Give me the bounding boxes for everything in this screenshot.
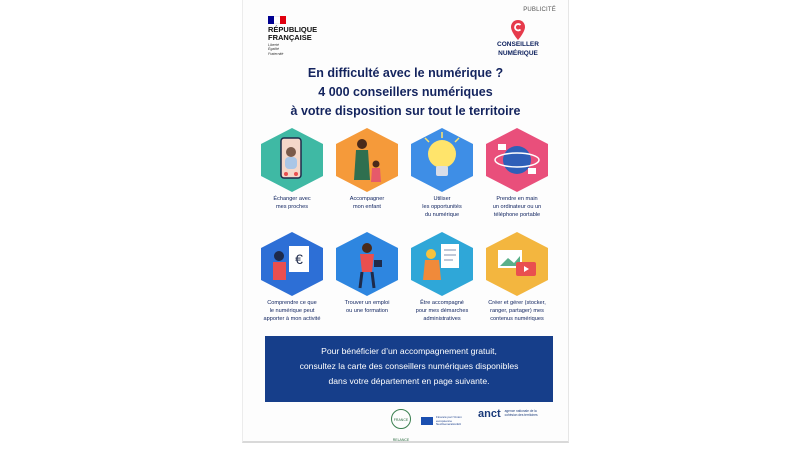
flyer-page xyxy=(242,0,569,443)
service-caption: Trouver un emploi ou une formation xyxy=(344,300,390,315)
service-caption: Accompagner mon enfant xyxy=(349,196,385,211)
logo-line-2: NUMÉRIQUE xyxy=(498,49,538,57)
admin-forms-icon xyxy=(411,232,473,296)
french-flag-icon xyxy=(268,16,286,24)
eu-funding-logo xyxy=(421,416,474,427)
service-caption: Prendre en main un ordinateur ou un téléphone portable xyxy=(492,196,542,219)
conseiller-numerique-logo xyxy=(493,20,543,57)
banner-line-3: dans votre département en page suivante. xyxy=(328,376,490,386)
service-caption: Comprendre ce que le numérique peut apporter à mon activité xyxy=(263,300,321,323)
service-caption: Échanger avec mes proches xyxy=(273,196,311,211)
service-card xyxy=(255,128,329,211)
eu-funding-text: Financé par l’Union européenne NextGenerationEU xyxy=(436,415,462,427)
globe-devices-icon xyxy=(486,128,548,192)
service-card xyxy=(405,232,479,324)
headline-line-3: à votre disposition sur tout le territoire xyxy=(290,104,521,118)
service-card xyxy=(330,232,404,315)
eu-flag-icon xyxy=(421,417,433,425)
anct-logo xyxy=(478,408,545,420)
anct-name: agence nationale de la cohésion des territoires xyxy=(504,409,538,417)
info-banner xyxy=(265,336,553,402)
anct-wordmark: anct xyxy=(478,408,501,420)
banner-line-2: consultez la carte des conseillers numériques disponibles xyxy=(299,361,519,371)
advertising-label: PUBLICITÉ xyxy=(523,7,556,13)
banner-line-1: Pour bénéficier d’un accompagnement gratuit, xyxy=(321,346,497,356)
svg-text:€: € xyxy=(295,251,303,267)
headline-line-1: En difficulté avec le numérique ? xyxy=(307,66,504,80)
job-search-icon xyxy=(336,232,398,296)
logo-line-1: CONSEILLER xyxy=(497,41,539,48)
service-card xyxy=(405,128,479,220)
partner-logos xyxy=(243,404,568,442)
location-pin-icon xyxy=(511,20,525,40)
service-caption: Être accompagné pour mes démarches administratives xyxy=(415,300,469,323)
service-card xyxy=(330,128,404,211)
republique-name: RÉPUBLIQUE FRANÇAISE xyxy=(268,25,318,42)
service-card xyxy=(255,232,329,324)
media-content-icon xyxy=(486,232,548,296)
headline xyxy=(243,64,568,121)
smartphone-video-call-icon xyxy=(261,128,323,192)
service-card xyxy=(480,232,554,324)
republique-francaise-logo xyxy=(268,16,317,56)
parent-child-icon xyxy=(336,128,398,192)
service-caption: Créer et gérer (stocker, ranger, partager) mes contenus numériques xyxy=(488,300,546,323)
republique-motto: Liberté Égalité Fraternité xyxy=(268,43,284,56)
service-card xyxy=(480,128,554,220)
france-relance-seal-icon: FRANCE RELANCE xyxy=(391,409,411,429)
euro-documents-icon xyxy=(261,232,323,296)
headline-line-2: 4 000 conseillers numériques xyxy=(318,85,493,99)
lightbulb-icon xyxy=(411,128,473,192)
service-caption: Utiliser les opportunités du numérique xyxy=(422,196,462,219)
